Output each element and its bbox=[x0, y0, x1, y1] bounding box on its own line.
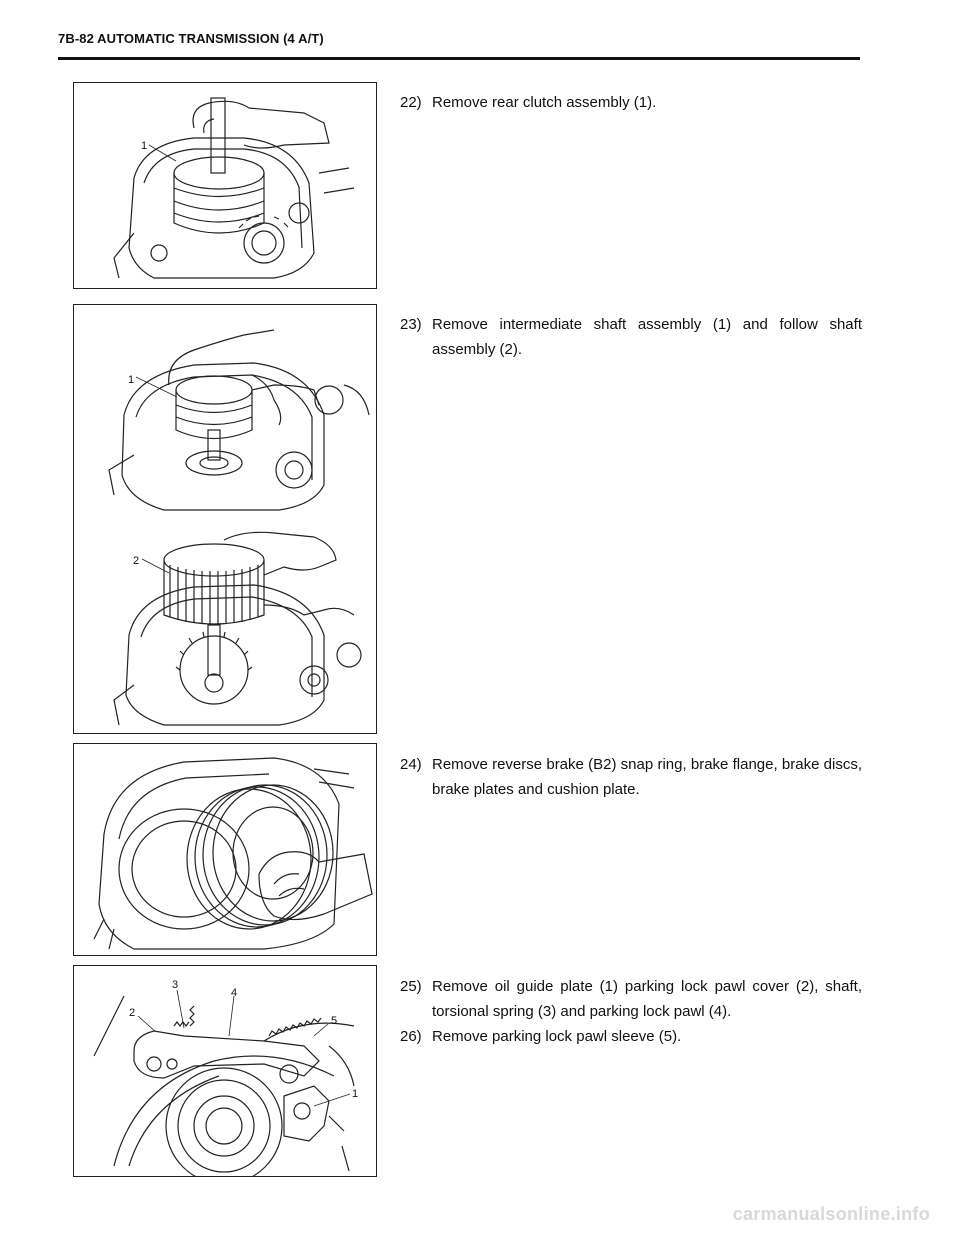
step-24-number: 24) bbox=[400, 756, 422, 773]
step-26-number: 26) bbox=[400, 1028, 422, 1045]
figure-parking-lock-pawl bbox=[73, 965, 377, 1177]
step-25 bbox=[400, 974, 862, 1024]
illustration-rear-clutch bbox=[74, 83, 376, 288]
callout-2: 2 bbox=[133, 555, 140, 567]
callout-1: 1 bbox=[352, 1088, 359, 1100]
figure-reverse-brake bbox=[73, 743, 377, 956]
callout-4: 4 bbox=[231, 987, 238, 999]
step-24-text: Remove reverse brake (B2) snap ring, brake flange, brake discs, brake plates and cushion plate. bbox=[432, 756, 862, 798]
step-22-text: Remove rear clutch assembly (1). bbox=[432, 94, 657, 111]
step-22 bbox=[400, 90, 862, 115]
callout-5: 5 bbox=[331, 1015, 338, 1027]
callout-2: 2 bbox=[129, 1007, 136, 1019]
illustration-intermediate-shaft bbox=[74, 305, 376, 733]
step-25-text: Remove oil guide plate (1) parking lock pawl cover (2), shaft, torsional spring (3) and parking lock pawl (4). bbox=[432, 978, 862, 1020]
step-24 bbox=[400, 752, 862, 802]
callout-1: 1 bbox=[128, 374, 135, 386]
callout-1: 1 bbox=[141, 140, 148, 152]
step-25-number: 25) bbox=[400, 978, 422, 995]
step-23 bbox=[400, 312, 862, 362]
callout-3: 3 bbox=[172, 979, 179, 991]
illustration-parking-lock-pawl bbox=[74, 966, 376, 1176]
step-26 bbox=[400, 1024, 862, 1049]
page-header: 7B-82 AUTOMATIC TRANSMISSION (4 A/T) bbox=[58, 31, 324, 46]
step-26-text: Remove parking lock pawl sleeve (5). bbox=[432, 1028, 682, 1045]
figure-intermediate-shaft bbox=[73, 304, 377, 734]
illustration-reverse-brake bbox=[74, 744, 376, 955]
header-rule bbox=[58, 57, 860, 60]
figure-rear-clutch bbox=[73, 82, 377, 289]
step-23-number: 23) bbox=[400, 316, 422, 333]
watermark: carmanualsonline.info bbox=[732, 1204, 930, 1224]
step-23-text: Remove intermediate shaft assembly (1) and follow shaft assembly (2). bbox=[432, 316, 862, 358]
step-22-number: 22) bbox=[400, 94, 422, 111]
